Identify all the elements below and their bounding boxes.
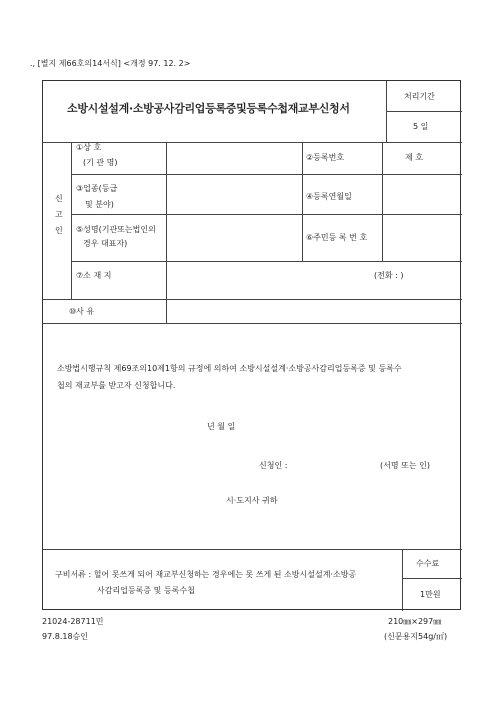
business-type-sub: 및 분야) [85, 200, 114, 209]
processing-period-value: 5 일 [413, 122, 429, 131]
divider [43, 142, 462, 143]
fee-value: 1만원 [420, 590, 441, 599]
divider [43, 323, 462, 324]
footer-form-number: 21024-28711민 [42, 617, 104, 626]
statement-line-1: 소방법시행규칙 제69조의10제1항의 규정에 의하여 소방시설설계·소방공사감리업등록증 및 등록수 [57, 364, 402, 373]
signature-label: (서명 또는 인) [380, 461, 430, 470]
divider [166, 142, 167, 323]
divider [402, 578, 462, 579]
footer-approval: 97.8.18승인 [42, 632, 88, 641]
business-type-label: ③업종(등급 [76, 184, 118, 193]
reason-label: ⑩사 유 [69, 307, 95, 316]
statement-line-2: 첩의 재교부를 받고자 신청합니다. [57, 381, 176, 390]
divider [71, 261, 462, 262]
recipient: 시·도지사 귀하 [226, 496, 278, 505]
date-label: 년 월 일 [207, 422, 236, 431]
registration-no-label: ②등록번호 [306, 153, 345, 162]
fee-label: 수수료 [416, 559, 440, 568]
name-label: ⑤성명(기관또는법인의 [76, 225, 156, 234]
reporter-label-2: 고 [55, 210, 63, 219]
divider [71, 142, 72, 299]
name-sub: 경우 대표자) [83, 239, 128, 248]
applicant-label: 신청인 : [259, 461, 288, 470]
divider [43, 549, 462, 550]
divider [382, 142, 383, 261]
registration-date-label: ④등록연월일 [306, 192, 352, 201]
registration-no-value: 제 호 [405, 153, 423, 162]
divider [386, 111, 462, 112]
footer-paper-size: 210㎜×297㎜ [388, 617, 442, 626]
reporter-label-1: 신 [55, 194, 63, 203]
application-form [42, 80, 461, 610]
address-label: ⑦소 재 지 [76, 271, 112, 280]
form-reference: ., [별지 제66호의14서식] <개정 97. 12. 2> [30, 59, 191, 68]
phone-label: (전화 : ) [374, 271, 404, 280]
reporter-label-3: 인 [55, 226, 63, 235]
required-docs-line-1: 구비서류 : 헐어 못쓰게 되어 재교부신청하는 경우에는 못 쓰게 된 소방시설설계·소방공 [55, 570, 357, 579]
processing-period-label: 처리기간 [404, 92, 435, 101]
divider [302, 142, 303, 261]
divider [402, 549, 403, 611]
trade-name-label: ①상 호 [76, 143, 102, 152]
trade-name-sub: (기 관 명) [83, 158, 118, 167]
footer-paper-type: (신문용지54g/㎡) [384, 632, 448, 641]
resident-no-label: ⑥주민등 록 번 호 [306, 233, 368, 242]
required-docs-line-2: 사감리업등록증 및 등록수첩 [97, 586, 195, 595]
divider [43, 299, 462, 300]
form-title: 소방시설설계·소방공사감리업등록증및등록수첩재교부신청서 [67, 102, 350, 115]
divider [71, 174, 462, 175]
divider [71, 214, 462, 215]
